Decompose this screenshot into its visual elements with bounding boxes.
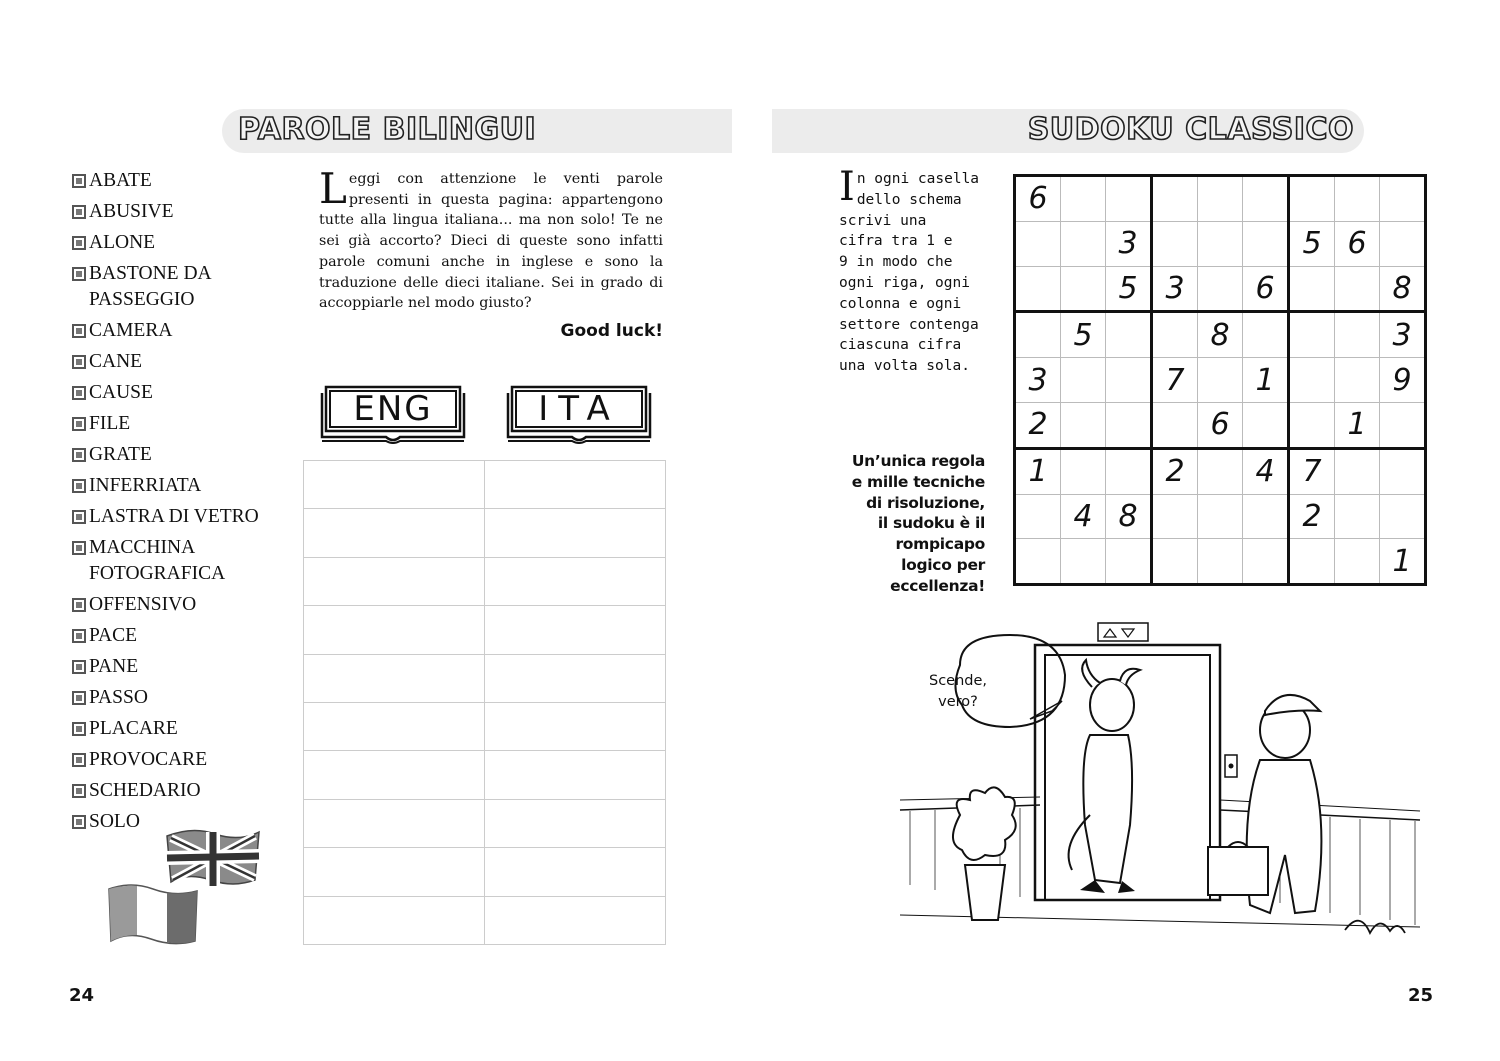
word-text: OFFENSIVO bbox=[89, 594, 197, 615]
word-text: SOLO bbox=[89, 811, 140, 832]
sudoku-empty-cell[interactable] bbox=[1289, 539, 1335, 585]
sudoku-empty-cell[interactable] bbox=[1243, 402, 1289, 448]
sudoku-empty-cell[interactable] bbox=[1198, 266, 1243, 312]
sudoku-row bbox=[1015, 176, 1426, 222]
sudoku-rule-note bbox=[820, 451, 985, 597]
answer-cell-ita[interactable] bbox=[485, 702, 666, 750]
word-text: PROVOCARE bbox=[89, 749, 208, 770]
word-text: PLACARE bbox=[89, 718, 178, 739]
sudoku-empty-cell[interactable] bbox=[1289, 176, 1335, 222]
sudoku-empty-cell[interactable] bbox=[1335, 539, 1380, 585]
eng-book-label: ENG bbox=[353, 389, 433, 429]
answer-cell-ita[interactable] bbox=[485, 751, 666, 799]
checkbox-icon bbox=[72, 660, 86, 674]
sudoku-given-cell: 2 bbox=[1152, 448, 1198, 494]
sudoku-empty-cell[interactable] bbox=[1335, 358, 1380, 403]
uk-flag-icon bbox=[163, 828, 263, 890]
answer-cell-eng[interactable] bbox=[304, 654, 485, 702]
ita-book-label: ITA bbox=[538, 389, 620, 429]
answer-cell-ita[interactable] bbox=[485, 848, 666, 896]
sudoku-empty-cell[interactable] bbox=[1061, 176, 1106, 222]
sudoku-given-cell: 1 bbox=[1015, 448, 1061, 494]
sudoku-row bbox=[1015, 221, 1426, 266]
word-list-item bbox=[72, 349, 292, 375]
word-text: CAMERA bbox=[89, 320, 173, 341]
answer-row bbox=[304, 509, 666, 557]
rule-line: Un’unica regola bbox=[851, 452, 985, 470]
word-list-item bbox=[72, 442, 292, 468]
sudoku-given-cell: 6 bbox=[1335, 221, 1380, 266]
answer-cell-ita[interactable] bbox=[485, 461, 666, 509]
sudoku-row bbox=[1015, 312, 1426, 358]
answer-row bbox=[304, 848, 666, 896]
answer-cell-eng[interactable] bbox=[304, 557, 485, 605]
answer-row bbox=[304, 896, 666, 944]
sudoku-grid bbox=[1013, 174, 1431, 592]
sudoku-given-cell: 5 bbox=[1106, 266, 1152, 312]
word-list-item bbox=[72, 535, 292, 587]
sudoku-row bbox=[1015, 539, 1426, 585]
sudoku-instruction-line: una volta sola. bbox=[839, 358, 970, 375]
sudoku-given-cell: 1 bbox=[1335, 402, 1380, 448]
sudoku-empty-cell[interactable] bbox=[1152, 494, 1198, 539]
sudoku-given-cell: 7 bbox=[1289, 448, 1335, 494]
sudoku-empty-cell[interactable] bbox=[1015, 539, 1061, 585]
word-text: CAUSE bbox=[89, 382, 153, 403]
sudoku-given-cell: 3 bbox=[1015, 358, 1061, 403]
word-list-item bbox=[72, 592, 292, 618]
answer-row bbox=[304, 557, 666, 605]
word-list-item bbox=[72, 318, 292, 344]
answer-cell-ita[interactable] bbox=[485, 509, 666, 557]
checkbox-icon bbox=[72, 448, 86, 462]
speech-line-2: vero? bbox=[938, 694, 978, 710]
sudoku-empty-cell[interactable] bbox=[1015, 494, 1061, 539]
good-luck-text: Good luck! bbox=[560, 321, 663, 341]
word-list-item bbox=[72, 168, 292, 194]
answer-cell-eng[interactable] bbox=[304, 896, 485, 944]
sudoku-given-cell: 9 bbox=[1380, 358, 1426, 403]
sudoku-given-cell: 8 bbox=[1106, 494, 1152, 539]
word-list-item bbox=[72, 261, 292, 313]
word-list-item bbox=[72, 411, 292, 437]
sudoku-empty-cell[interactable] bbox=[1335, 312, 1380, 358]
sudoku-empty-cell[interactable] bbox=[1243, 221, 1289, 266]
sudoku-row bbox=[1015, 494, 1426, 539]
sudoku-empty-cell[interactable] bbox=[1380, 221, 1426, 266]
checkbox-icon bbox=[72, 267, 86, 281]
word-text: ABUSIVE bbox=[89, 201, 174, 222]
sudoku-empty-cell[interactable] bbox=[1106, 402, 1152, 448]
rule-line: e mille tecniche bbox=[851, 472, 985, 491]
sudoku-given-cell: 5 bbox=[1061, 312, 1106, 358]
answer-cell-eng[interactable] bbox=[304, 606, 485, 654]
sudoku-empty-cell[interactable] bbox=[1106, 358, 1152, 403]
speech-line-1: Scende, bbox=[928, 673, 988, 689]
sudoku-given-cell: 8 bbox=[1198, 312, 1243, 358]
sudoku-instruction-line: scrivi una bbox=[839, 212, 927, 229]
word-list-item bbox=[72, 230, 292, 256]
answer-cell-ita[interactable] bbox=[485, 654, 666, 702]
answer-cell-eng[interactable] bbox=[304, 799, 485, 847]
right-page-header bbox=[772, 109, 1364, 153]
answer-row bbox=[304, 751, 666, 799]
sudoku-empty-cell[interactable] bbox=[1198, 221, 1243, 266]
rule-line: eccellenza! bbox=[890, 576, 985, 595]
sudoku-empty-cell[interactable] bbox=[1106, 312, 1152, 358]
sudoku-empty-cell[interactable] bbox=[1289, 402, 1335, 448]
sudoku-empty-cell[interactable] bbox=[1106, 539, 1152, 585]
sudoku-instruction-line: settore contenga bbox=[839, 316, 979, 333]
sudoku-empty-cell[interactable] bbox=[1289, 266, 1335, 312]
word-text: ABATE bbox=[89, 170, 152, 191]
sudoku-given-cell: 2 bbox=[1289, 494, 1335, 539]
sudoku-empty-cell[interactable] bbox=[1061, 221, 1106, 266]
sudoku-empty-cell[interactable] bbox=[1335, 448, 1380, 494]
ita-book-icon bbox=[506, 383, 652, 445]
speech-bubble bbox=[896, 660, 1020, 730]
checkbox-icon bbox=[72, 753, 86, 767]
sudoku-empty-cell[interactable] bbox=[1152, 539, 1198, 585]
sudoku-instruction-line: cifra tra 1 e bbox=[839, 233, 953, 250]
word-text: GRATE bbox=[89, 444, 152, 465]
rule-line: il sudoku è il bbox=[877, 514, 985, 533]
word-list-item bbox=[72, 716, 292, 742]
word-list-item bbox=[72, 685, 292, 711]
intro-paragraph bbox=[319, 164, 663, 314]
sudoku-empty-cell[interactable] bbox=[1198, 539, 1243, 585]
sudoku-empty-cell[interactable] bbox=[1152, 402, 1198, 448]
answer-cell-ita[interactable] bbox=[485, 606, 666, 654]
word-list-item bbox=[72, 747, 292, 773]
sudoku-instruction-line: ogni riga, ogni bbox=[839, 274, 970, 291]
answer-cell-eng[interactable] bbox=[304, 509, 485, 557]
answer-cell-ita[interactable] bbox=[485, 896, 666, 944]
checkbox-icon bbox=[72, 541, 86, 555]
sudoku-given-cell: 6 bbox=[1243, 266, 1289, 312]
checkbox-icon bbox=[72, 174, 86, 188]
sudoku-empty-cell[interactable] bbox=[1061, 448, 1106, 494]
word-list-item bbox=[72, 623, 292, 649]
left-page-title: PAROLE BILINGUI bbox=[238, 112, 537, 147]
sudoku-empty-cell[interactable] bbox=[1015, 221, 1061, 266]
rule-line: di risoluzione, bbox=[866, 493, 985, 512]
word-text: FILE bbox=[89, 413, 131, 434]
sudoku-dropcap: I bbox=[839, 164, 855, 210]
answer-row bbox=[304, 799, 666, 847]
sudoku-empty-cell[interactable] bbox=[1243, 494, 1289, 539]
checkbox-icon bbox=[72, 386, 86, 400]
sudoku-given-cell: 1 bbox=[1380, 539, 1426, 585]
sudoku-instruction-line: n ogni casella bbox=[856, 171, 980, 187]
intro-dropcap: L bbox=[319, 164, 347, 213]
left-page-header bbox=[222, 109, 732, 153]
answer-row bbox=[304, 654, 666, 702]
word-list bbox=[72, 168, 292, 840]
sudoku-empty-cell[interactable] bbox=[1152, 312, 1198, 358]
sudoku-empty-cell[interactable] bbox=[1061, 266, 1106, 312]
sudoku-empty-cell[interactable] bbox=[1243, 176, 1289, 222]
word-list-item bbox=[72, 654, 292, 680]
sudoku-given-cell: 2 bbox=[1015, 402, 1061, 448]
eng-book-icon bbox=[320, 383, 466, 445]
sudoku-given-cell: 3 bbox=[1106, 221, 1152, 266]
word-list-item bbox=[72, 199, 292, 225]
sudoku-empty-cell[interactable] bbox=[1380, 494, 1426, 539]
rule-line: rompicapo bbox=[895, 535, 985, 554]
checkbox-icon bbox=[72, 815, 86, 829]
sudoku-empty-cell[interactable] bbox=[1198, 448, 1243, 494]
sudoku-instruction-line: 9 in modo che bbox=[839, 254, 953, 271]
checkbox-icon bbox=[72, 236, 86, 250]
sudoku-given-cell: 1 bbox=[1243, 358, 1289, 403]
left-page-number: 24 bbox=[69, 985, 95, 1006]
sudoku-empty-cell[interactable] bbox=[1198, 176, 1243, 222]
word-text: PANE bbox=[89, 656, 139, 677]
sudoku-row bbox=[1015, 448, 1426, 494]
intro-text: eggi con attenzione le venti parole presenti in questa pagina: appartengono tutte alla lingua italiana... ma non solo! Te ne sei già accorto? Dieci di queste sono infatti parole comuni anche in inglese e sono la traduzione delle dieci italiane. Sei in grado di accoppiarle nel modo giusto? bbox=[319, 171, 663, 312]
sudoku-given-cell: 4 bbox=[1061, 494, 1106, 539]
sudoku-given-cell: 8 bbox=[1380, 266, 1426, 312]
right-page-number: 25 bbox=[1408, 985, 1434, 1006]
sudoku-empty-cell[interactable] bbox=[1289, 312, 1335, 358]
sudoku-empty-cell[interactable] bbox=[1061, 539, 1106, 585]
sudoku-empty-cell[interactable] bbox=[1243, 312, 1289, 358]
sudoku-row bbox=[1015, 266, 1426, 312]
sudoku-given-cell: 4 bbox=[1243, 448, 1289, 494]
sudoku-row bbox=[1015, 402, 1426, 448]
word-text: ALONE bbox=[89, 232, 156, 253]
word-list-item bbox=[72, 778, 292, 804]
answer-cell-eng[interactable] bbox=[304, 848, 485, 896]
answer-row bbox=[304, 461, 666, 509]
checkbox-icon bbox=[72, 205, 86, 219]
sudoku-empty-cell[interactable] bbox=[1380, 402, 1426, 448]
sudoku-empty-cell[interactable] bbox=[1061, 358, 1106, 403]
checkbox-icon bbox=[72, 510, 86, 524]
sudoku-empty-cell[interactable] bbox=[1106, 448, 1152, 494]
sudoku-given-cell: 3 bbox=[1380, 312, 1426, 358]
word-text: PACE bbox=[89, 625, 138, 646]
word-text: LASTRA DI VETRO bbox=[89, 506, 259, 527]
rule-line: logico per bbox=[901, 555, 985, 574]
sudoku-row bbox=[1015, 358, 1426, 403]
sudoku-empty-cell[interactable] bbox=[1015, 312, 1061, 358]
answer-grid bbox=[303, 460, 666, 945]
checkbox-icon bbox=[72, 598, 86, 612]
word-text: SCHEDARIO bbox=[89, 780, 201, 801]
sudoku-empty-cell[interactable] bbox=[1152, 176, 1198, 222]
checkbox-icon bbox=[72, 722, 86, 736]
sudoku-empty-cell[interactable] bbox=[1335, 176, 1380, 222]
sudoku-empty-cell[interactable] bbox=[1243, 539, 1289, 585]
answer-row bbox=[304, 606, 666, 654]
checkbox-icon bbox=[72, 629, 86, 643]
word-text: MACCHINA FOTOGRAFICA bbox=[89, 537, 226, 584]
word-text: CANE bbox=[89, 351, 143, 372]
sudoku-given-cell: 5 bbox=[1289, 221, 1335, 266]
sudoku-empty-cell[interactable] bbox=[1061, 402, 1106, 448]
word-list-item bbox=[72, 473, 292, 499]
sudoku-given-cell: 3 bbox=[1152, 266, 1198, 312]
answer-cell-ita[interactable] bbox=[485, 799, 666, 847]
sudoku-empty-cell[interactable] bbox=[1380, 176, 1426, 222]
sudoku-empty-cell[interactable] bbox=[1015, 266, 1061, 312]
checkbox-icon bbox=[72, 417, 86, 431]
sudoku-empty-cell[interactable] bbox=[1380, 448, 1426, 494]
checkbox-icon bbox=[72, 324, 86, 338]
word-text: INFERRIATA bbox=[89, 475, 202, 496]
sudoku-empty-cell[interactable] bbox=[1335, 266, 1380, 312]
answer-cell-eng[interactable] bbox=[304, 751, 485, 799]
answer-cell-eng[interactable] bbox=[304, 702, 485, 750]
checkbox-icon bbox=[72, 355, 86, 369]
sudoku-empty-cell[interactable] bbox=[1289, 358, 1335, 403]
italian-flag-icon bbox=[105, 883, 201, 949]
word-list-item bbox=[72, 504, 292, 530]
checkbox-icon bbox=[72, 479, 86, 493]
word-text: PASSO bbox=[89, 687, 148, 708]
sudoku-given-cell: 7 bbox=[1152, 358, 1198, 403]
checkbox-icon bbox=[72, 784, 86, 798]
sudoku-instructions bbox=[839, 164, 999, 377]
sudoku-empty-cell[interactable] bbox=[1198, 494, 1243, 539]
sudoku-given-cell: 6 bbox=[1198, 402, 1243, 448]
sudoku-instruction-line: ciascuna cifra bbox=[839, 337, 962, 354]
sudoku-empty-cell[interactable] bbox=[1198, 358, 1243, 403]
right-page-title: SUDOKU CLASSICO bbox=[1027, 112, 1354, 147]
word-list-item bbox=[72, 380, 292, 406]
word-text: BASTONE DA PASSEGGIO bbox=[89, 263, 211, 310]
answer-cell-eng[interactable] bbox=[304, 461, 485, 509]
sudoku-instruction-line: colonna e ogni bbox=[839, 295, 962, 312]
sudoku-empty-cell[interactable] bbox=[1335, 494, 1380, 539]
sudoku-empty-cell[interactable] bbox=[1152, 221, 1198, 266]
sudoku-given-cell: 6 bbox=[1015, 176, 1061, 222]
checkbox-icon bbox=[72, 691, 86, 705]
sudoku-empty-cell[interactable] bbox=[1106, 176, 1152, 222]
answer-row bbox=[304, 702, 666, 750]
sudoku-instruction-line: dello schema bbox=[856, 191, 962, 208]
answer-cell-ita[interactable] bbox=[485, 557, 666, 605]
